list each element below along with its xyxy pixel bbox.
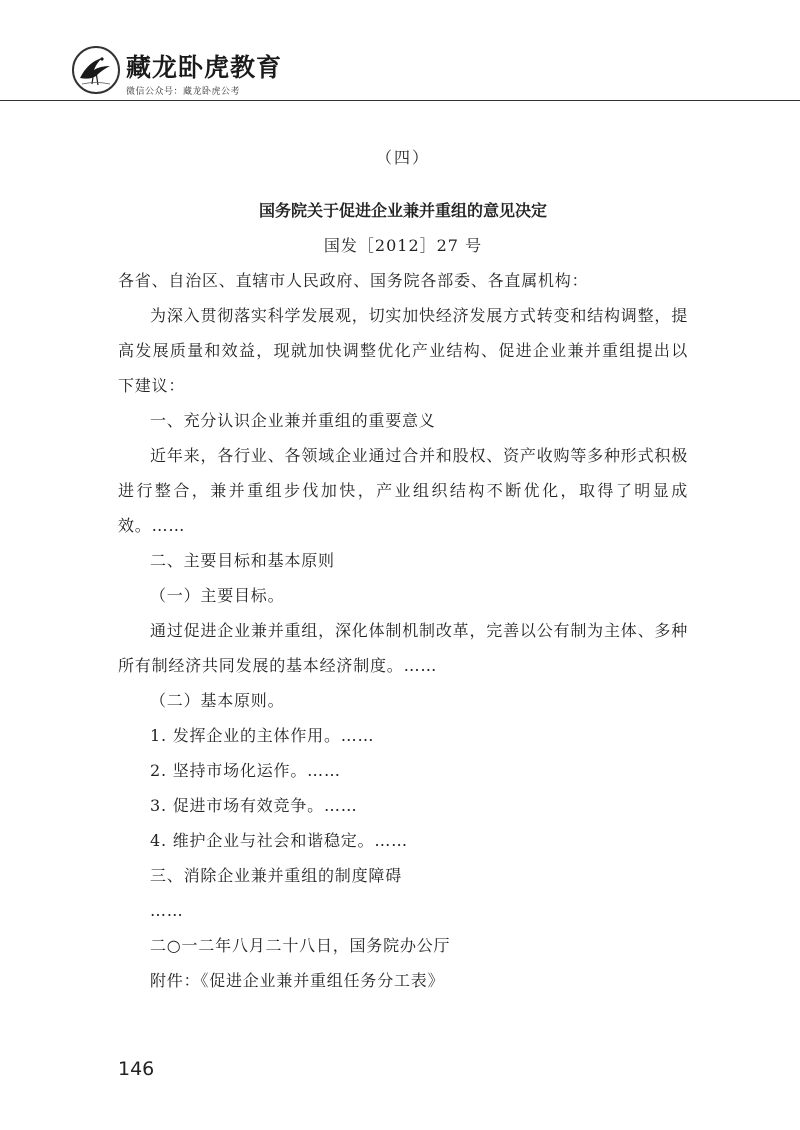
section-number: （四）	[375, 148, 430, 167]
page-number: 146	[118, 1058, 155, 1080]
principle-item: 1. 发挥企业的主体作用。……	[150, 726, 375, 745]
intro-paragraph: 为深入贯彻落实科学发展观，切实加快经济发展方式转变和结构调整，提高发展质量和效益，现就加快调整优化产业结构、促进企业兼并重组提出以下建议：	[118, 306, 688, 395]
heading-one: 一、充分认识企业兼并重组的重要意义	[150, 411, 436, 430]
salutation: 各省、自治区、直辖市人民政府、国务院各部委、各直属机构：	[118, 271, 589, 290]
subheading-principles: （二）基本原则。	[150, 691, 285, 710]
crane-logo-icon	[72, 46, 120, 94]
subheading-goals: （一）主要目标。	[150, 586, 285, 605]
attachment-line: 附件：《促进企业兼并重组任务分工表》	[150, 971, 445, 990]
ellipsis-line: ……	[150, 901, 184, 920]
principle-item: 4. 维护企业与社会和谐稳定。……	[150, 831, 408, 850]
heading-three: 三、消除企业兼并重组的制度障碍	[150, 866, 403, 885]
paragraph-goals: 通过促进企业兼并重组，深化体制机制改革，完善以公有制为主体、多种所有制经济共同发展的基本经济制度。……	[118, 621, 688, 675]
document-number: 国发［2012］27 号	[323, 236, 483, 255]
document-title: 国务院关于促进企业兼并重组的意见决定	[258, 201, 547, 220]
page-header	[0, 0, 800, 106]
date-signature: 二○一二年八月二十八日，国务院办公厅	[150, 936, 451, 955]
principle-item: 3. 促进市场有效竞争。……	[150, 796, 358, 815]
header-divider	[0, 100, 800, 101]
paragraph-one: 近年来，各行业、各领域企业通过合并和股权、资产收购等多种形式积极进行整合，兼并重组步伐加快，产业组织结构不断优化，取得了明显成效。……	[118, 446, 688, 535]
principle-item: 2. 坚持市场化运作。……	[150, 761, 341, 780]
brand-subtitle: 微信公众号：藏龙卧虎公考	[126, 87, 241, 97]
heading-two: 二、主要目标和基本原则	[150, 551, 335, 570]
document-body	[118, 140, 688, 998]
brand-name: 藏龙卧虎教育	[126, 53, 283, 82]
